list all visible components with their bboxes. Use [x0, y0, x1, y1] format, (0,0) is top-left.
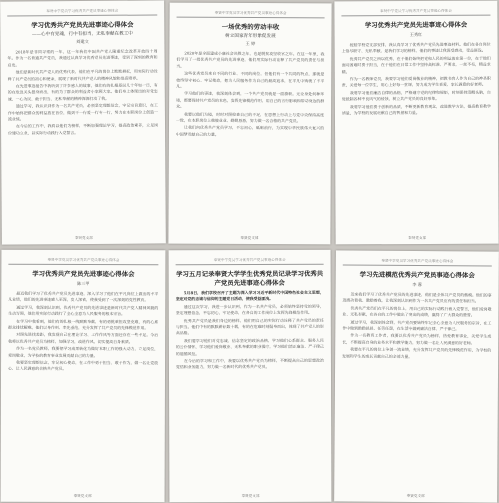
- paragraph: 最近我们学习了优秀共产党员先进事迹，深入学习了他们在平凡岗位上做出的不平凡业绩，他们的先进事迹感人至深，发人深省，使我受到了一次深刻的党性教育。: [8, 290, 159, 303]
- page-header: 奉贤中学党员学习优秀共产党员事迹心得体会: [7, 8, 157, 16]
- page-2: [168, 3, 331, 245]
- paragraph: 我要学习他们勇于创新的品质，不断更新教育观念，改进教学方法，提高教育教学质量，为学校的发展贡献自己的智慧和力量。: [341, 103, 491, 116]
- page-footer: 奉贤党支部: [241, 493, 260, 499]
- page-header: 奉贤中学党员学习优秀共产党员事迹心得体会: [341, 9, 490, 17]
- page-subtitle: ——心中有党魂，行中有担当，无私奉献在教工中: [31, 31, 133, 38]
- page-header: 奉贤中学党员学习优秀共产党员事迹心得体会: [176, 258, 324, 266]
- paragraph: 优秀共产党员之所以优秀，在于他们始终把党和人民的利益放在第一位，在于他们面对困难时勇于担当，在于他们在日常工作中坚持高标准、严要求，一丝不苟，精益求精。: [341, 55, 491, 75]
- paragraph: 我要坚定理想信念，牢记初心使命，在工作中勇于担当、敢于作为，做一名让党放心、让人民满意的合格共产党员。: [8, 359, 159, 372]
- paragraph: 对照先进找差距，我发现自己在理论学习、工作作风等方面还存在一些不足。今后我将以优秀共产党员为榜样，加强学习，改进作风，切实提高自身素质。: [8, 332, 159, 345]
- paragraph: 作为一名教师党员，我要学习他们爱岗敬业的精神，把教书育人作为自己的神圣职责，关爱每一位学生，用心上好每一堂课，努力成为学生喜爱、家长满意的好老师。: [341, 75, 491, 88]
- page-header: 奉贤中学党员学习优秀共产党员事迹心得体会: [177, 11, 325, 19]
- author-name: 王秀红: [409, 31, 423, 38]
- page-body: [176, 51, 324, 139]
- page-title: 一场优秀的劳动丰收: [221, 22, 280, 32]
- paragraph: 按照学校党支部安排，我认真学习了优秀共产党员先进事迹材料。他们在各自岗位上恪尽职守、无私奉献，是我们学习的榜样，他们的事迹让我深受感动，受益匪浅。: [341, 41, 491, 54]
- page-4: [1, 250, 166, 503]
- author-name: 王 婷: [245, 40, 256, 47]
- paragraph: 通过这次学习，我进一步认识到，作为一名共产党员，必须始终坚持党的领导，坚定理想信念，不忘初心，牢记使命，在各自的工作岗位上发挥先锋模范作用。: [175, 303, 324, 316]
- paragraph: 我要在平凡的岗位上争创一流业绩，充分发挥共产党员的先锋模范作用，为学校的发展和学生的成长贡献自己的全部力量。: [342, 346, 492, 359]
- paragraph: 学习他们的事迹，我深刻体会到，一个共产党员就是一面旗帜。无论身处何种环境，都要保持共产党员的本色，发挥先锋模范作用，用自己的言行影响和带动身边的群众。: [176, 91, 325, 109]
- author-name: 李 蓉: [412, 281, 423, 288]
- page-body: [342, 291, 491, 360]
- paragraph: 优秀共产党员是我们身边的榜样，他们用自己的实际行动诠释了共产党员的责任与担当。他们中有的默默耕耘数十载，有的在危难时刻挺身而出，体现了共产党人的崇高品格。: [175, 317, 324, 336]
- page-title: 学习优秀共产党员先进事迹心得体会: [32, 269, 135, 279]
- paragraph: 在今后的工作中，我将以他们为榜样，不断加强理论学习，提高政治素养，立足岗位建功立业，以实际行动践行入党誓言。: [8, 122, 159, 136]
- page-title: 学习优秀共产党员先进事迹心得体会: [364, 20, 468, 30]
- paragraph: 近来我们学习了优秀共产党员的先进事迹，他们是全体共产党员的楷模。他们的事迹感动着我、激励着我，让我深刻认识到作为一名共产党员应有的责任和担当。: [342, 291, 492, 304]
- page-1: [0, 0, 166, 244]
- page-header: 奉贤中学党员学习优秀共产党员事迹心得体会: [343, 258, 492, 266]
- paragraph: 作为一名党员教师，我要把学习成果转化为做好本职工作的强大动力，立足岗位，爱岗敬业，为学校的教育事业发展贡献自己的力量。: [8, 346, 159, 358]
- page-footer: 奉贤党支部: [406, 493, 425, 499]
- page-body: [176, 290, 324, 371]
- paragraph: 2018年是非同寻常的一年，这一年我们中国共产党人隆重纪念改革开放四十周年。作为一名普通共产党员，我通过认真学习优秀党员先进事迹，受到了深刻的教育和启发。: [7, 48, 158, 68]
- page-footer: 奉贤党支部: [73, 493, 92, 499]
- page-body: [8, 291, 158, 373]
- page-body: [7, 48, 158, 136]
- page-subtitle: 树立国家青年形象促发展: [225, 33, 276, 40]
- paragraph: 作为一名教育工作者，我要以优秀共产党员为榜样，热爱教育事业，关爱学生成长，不断提高自身的业务水平和教学能力，努力做一名让人民满意的好老师。: [342, 332, 492, 346]
- page-5: [169, 250, 332, 503]
- paragraph: 通过学习，我深刻认识到，优秀共产党员的先进事迹是新时代共产党人精神风貌的生动写照，他们用实际行动践行了全心全意为人民服务的根本宗旨。: [8, 304, 159, 317]
- page-title: 学习先进模范优秀共产党员事迹心得体会: [359, 270, 475, 280]
- author-name: 刘建文: [76, 38, 89, 45]
- author-name: 陈三甲: [77, 280, 90, 287]
- paragraph: 优秀共产党员们在平凡的岗位上，用自己的实际行动践行着入党誓言，他们爱岗敬业、无私奉献，在各自的工作中做出了突出的成绩，赢得了广大群众的赞誉。: [342, 305, 492, 318]
- paragraph: 在先进事迹报告中我听到了许多感人的故事，他们有的扎根基层几十年如一日，有的在危急关头挺身而出，有的为了群众的利益舍小家顾大家。他们身上体现出的对党忠诚、一心为民、敢于担当、无私奉献的精神深深打动了我。: [7, 82, 158, 102]
- paragraph: 我要学习他们廉洁自律的品格，严格遵守党的纪律和规矩，时刻保持清醒头脑，自觉抵制各种不良风气的侵蚀，树立共产党员的良好形象。: [341, 89, 491, 102]
- page-header: 奉贤中学党员学习优秀共产党员事迹心得体会: [8, 258, 158, 266]
- page-3: [334, 1, 498, 245]
- paragraph: 让我们向优秀共产党员学习，不忘初心，砥砺前行，为实现中华民族伟大复兴的中国梦贡献自己的力量。: [175, 125, 324, 137]
- page-footer: 奉贤党支部: [240, 235, 259, 241]
- paragraph: 通过学习，我认识到作为一名共产党员，必须坚定理想信念，牢记宗旨意识，在工作中始终把群众的利益放在首位，做到干一行爱一行专一行，努力在本职岗位上创造一流业绩。: [7, 102, 158, 122]
- paragraph: 这些优秀党员来自不同的行业、不同的岗位，但他们有一个共同的特点，那就是始终坚守初心、牢记使命，把为人民服务作为自己的最高追求，在平凡中铸就了不平凡。: [176, 70, 325, 89]
- paragraph: 我要以他们为镜，时时对照检查自己的不足，在思想上行动上与党中央保持高度一致，在本职岗位上兢兢业业、勤勤恳恳，努力做一名合格的共产党员。: [176, 111, 325, 124]
- page-footer: 奉贤党支部: [74, 235, 93, 241]
- paragraph: 通过学习，我深刻体会到，共产党员要始终牢记全心全意为人民服务的宗旨，在工作中做到勤勤恳恳、任劳任怨，在生活中做到廉洁自律、严于律己。: [342, 319, 492, 332]
- page-footer: 奉贤党支部: [408, 235, 427, 241]
- paragraph: 5月8日，我们学校召开了主题为深入学习习近平新时代中国特色社会主义思想，坚定对党的忠诚与信仰的主题党日活动，使我受益匪浅。: [175, 289, 324, 302]
- paragraph: 2020年是全面建成小康社会决胜之年，也是脱贫攻坚收官之年。在这一年里，我们学习了一批优秀共产党员的先进事迹，他们用实际行动诠释了共产党员的责任与担当。: [176, 50, 325, 69]
- paragraph: 在今后的学习和工作中，我要以优秀共产党员为榜样，不断提高自己的思想政治觉悟和业务能力，努力做一名新时代的优秀共产党员。: [175, 357, 324, 370]
- page-6: [334, 250, 499, 502]
- paragraph: 在学习中我看到，他们有的扎根一线默默奉献，有的勇挑重担攻坚克难，有的心系群众排忧解难。他们以身作则、率先垂范，充分发挥了共产党员的先锋模范作用。: [8, 318, 159, 331]
- paragraph: 他们是新时代共产党人的优秀代表，他们在平凡的岗位上默默耕耘，用实际行动诠释了共产党员的初心和使命，展现了新时代共产党人的精神风貌和崇高境界。: [7, 68, 158, 82]
- page-body: [342, 42, 491, 117]
- page-title: 学习五月记录奉贤大学学生优秀党员记录学习优秀共产党员先进事迹心得体会: [176, 269, 324, 288]
- page-title: 学习优秀共产党员先进事迹心得体会: [31, 20, 134, 30]
- paragraph: 我们要学习他们对党忠诚、信念坚定的政治品格，学习他们心系群众、服务人民的公仆情怀，学习他们爱岗敬业、无私奉献的职业操守，学习他们清正廉洁、严于律己的道德风范。: [175, 337, 324, 356]
